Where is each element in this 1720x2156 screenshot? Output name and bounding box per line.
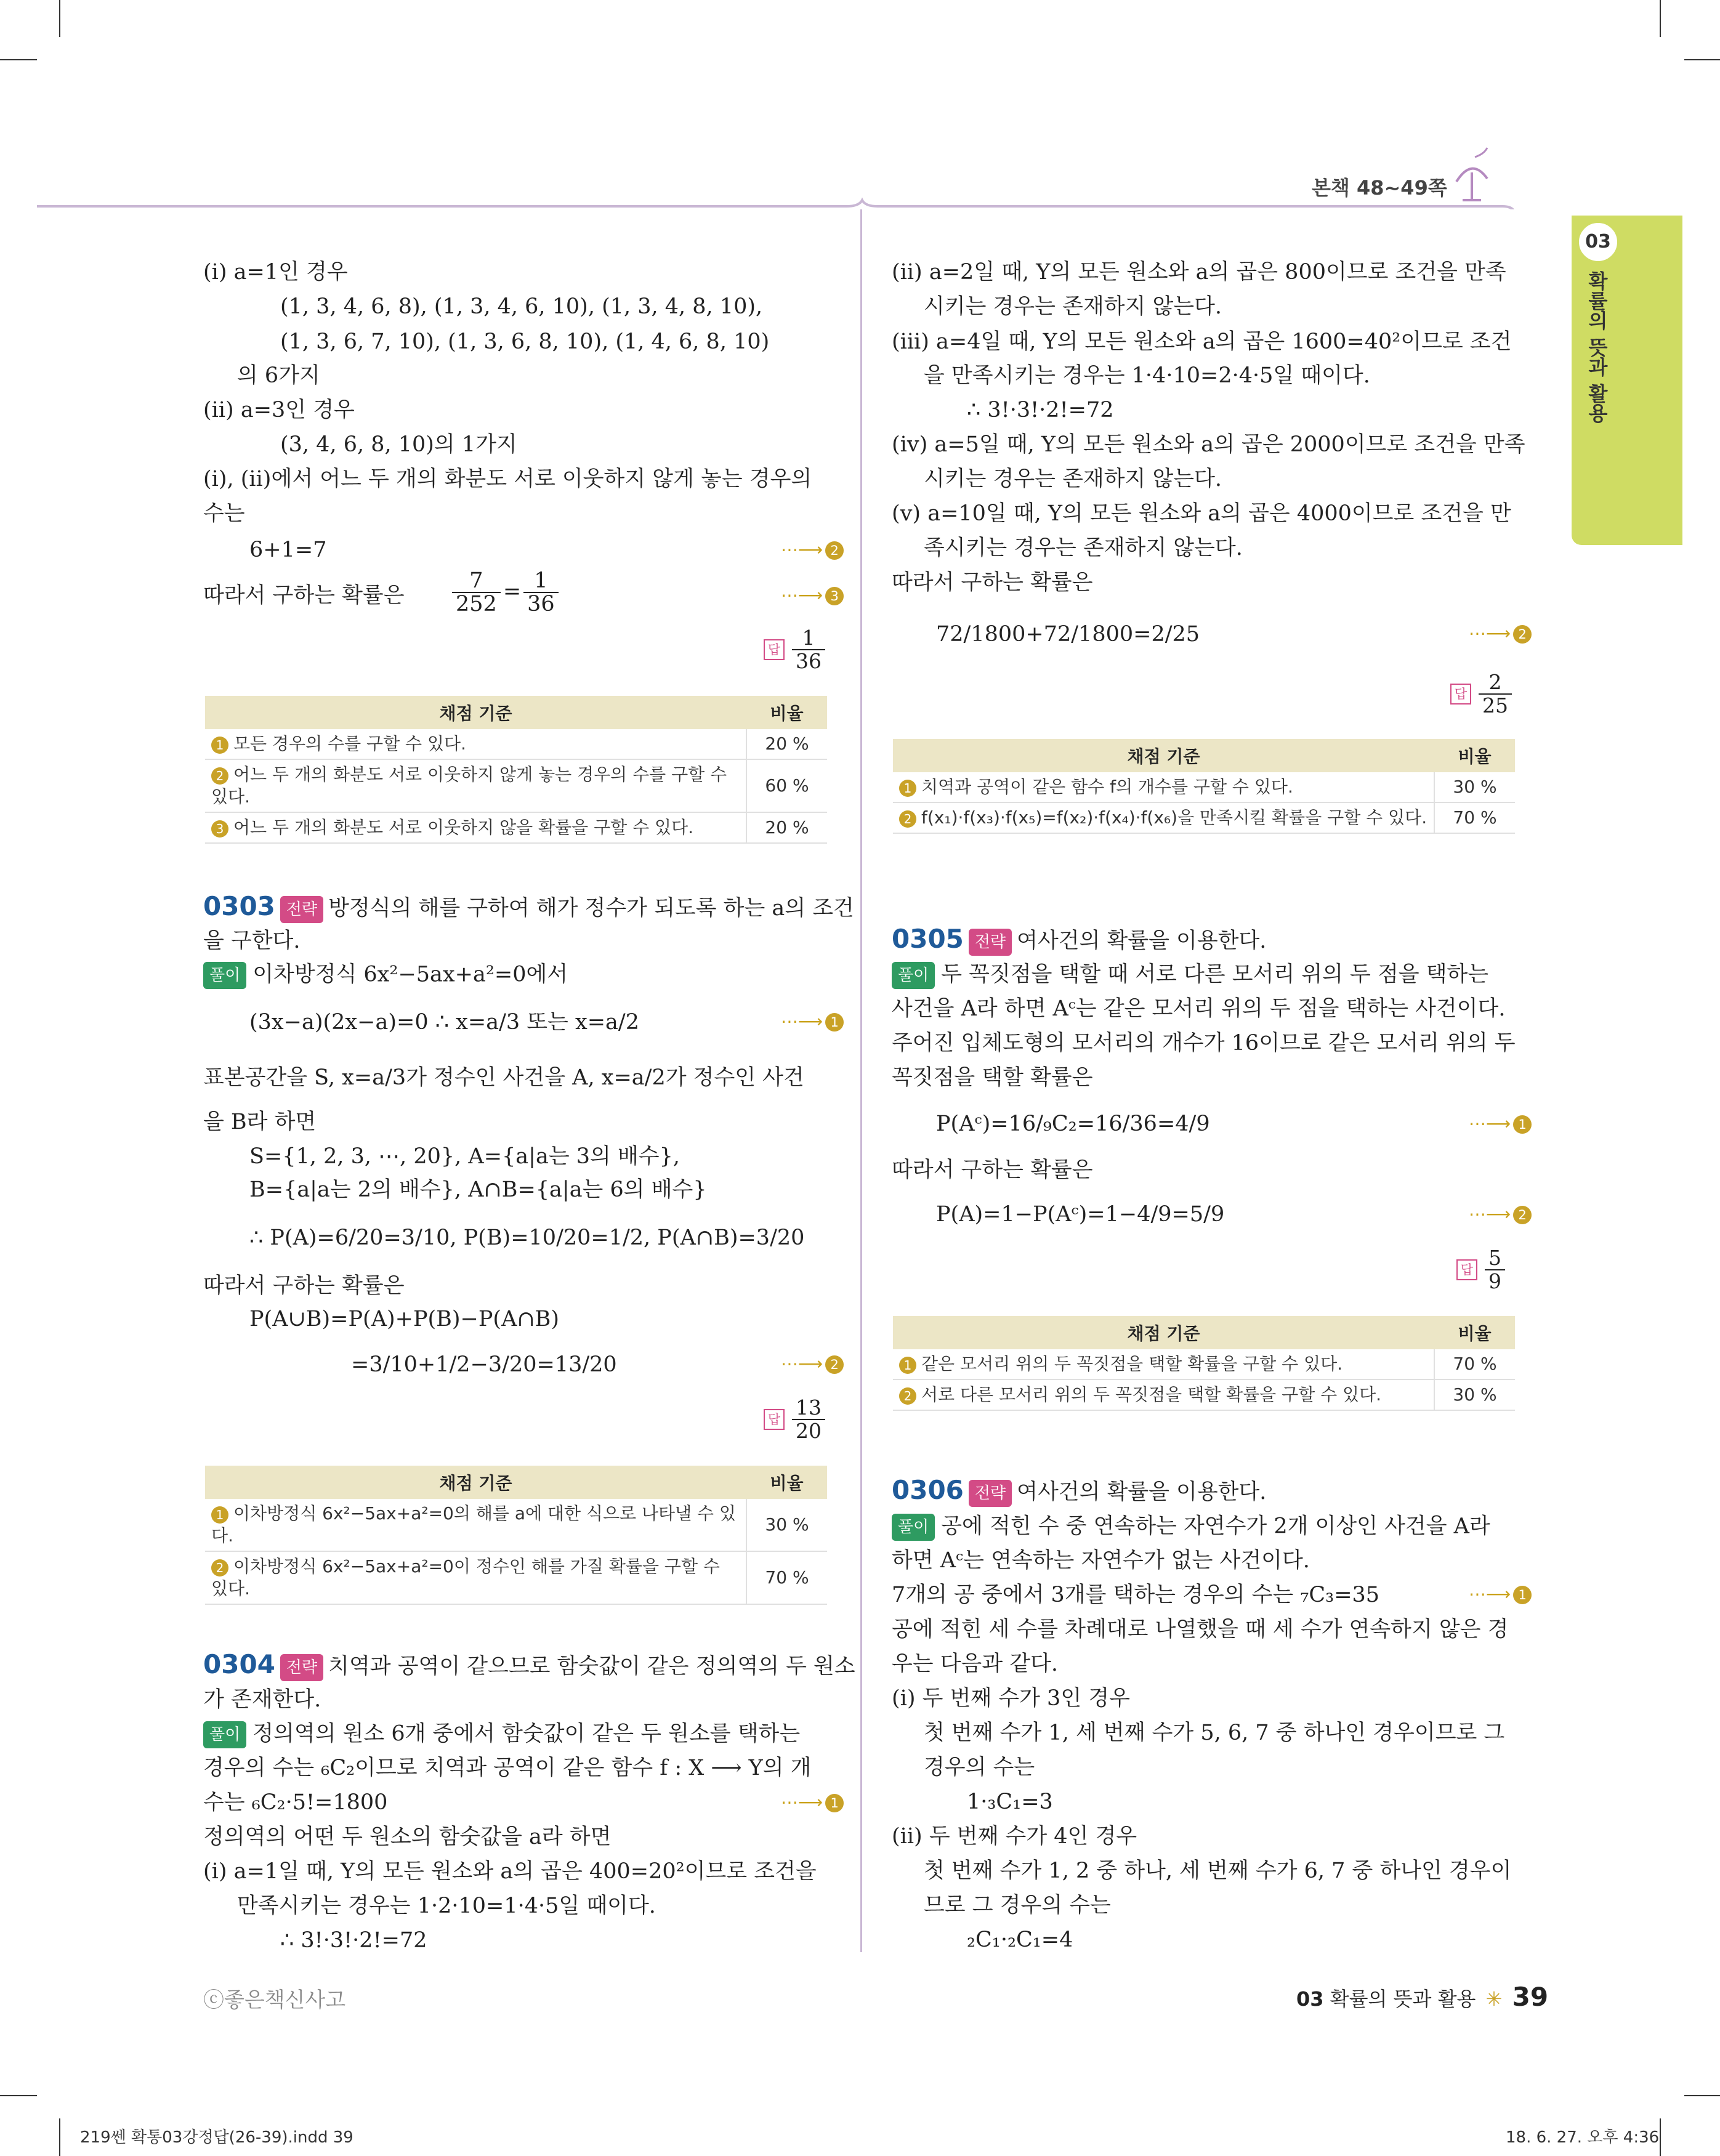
- text-line: 수는 ₆C₂·5!=1800: [203, 1790, 388, 1815]
- table-row: 1 치역과 공역이 같은 함수 f의 개수를 구할 수 있다. 30 %: [893, 772, 1515, 802]
- fraction-expression: $\frac{7}{252}$ = $\frac{1}{36}$: [450, 570, 561, 615]
- text-line: (1, 3, 4, 6, 8), (1, 3, 4, 6, 10), (1, 3, 4, 8, 10),: [280, 294, 763, 319]
- text-line: 가 존재한다.: [203, 1687, 321, 1712]
- crop-mark: [59, 2118, 60, 2156]
- text-line: (ⅰ) a=1인 경우: [203, 260, 348, 285]
- table-row: 3 어느 두 개의 화분도 서로 이웃하지 않을 확률을 구할 수 있다. 20 %: [205, 812, 827, 843]
- text-line: P(Aᶜ)=16/₉C₂=16/36=4/9: [936, 1112, 1210, 1136]
- answer: 답 $\frac{2}{25}$: [1450, 671, 1514, 717]
- text-line: (ⅱ) a=2일 때, Y의 모든 원소와 a의 곱은 800이므로 조건을 만족: [892, 260, 1506, 285]
- text-line: 풀이 정의역의 원소 6개 중에서 함숫값이 같은 두 원소를 택하는: [203, 1721, 800, 1748]
- step-marker: ⋯⟶ 1: [1469, 1113, 1532, 1134]
- print-date: 18. 6. 27. 오후 4:36: [1506, 2128, 1660, 2147]
- crop-mark: [1660, 2118, 1661, 2156]
- step-marker: ⋯⟶ 2: [781, 1354, 844, 1374]
- text-line: 을 만족시키는 경우는 1·4·10=2·4·5일 때이다.: [924, 363, 1370, 388]
- text-line: ₂C₁·₂C₁=4: [967, 1928, 1073, 1952]
- text-line: 주어진 입체도형의 모서리의 개수가 16이므로 같은 모서리 위의 두: [892, 1031, 1516, 1056]
- table-row: 2 어느 두 개의 화분도 서로 이웃하지 않게 놓는 경우의 수를 구할 수 있다. 60 %: [205, 759, 827, 812]
- text-line: 7개의 공 중에서 3개를 택하는 경우의 수는 ₇C₃=35: [892, 1583, 1380, 1607]
- scoring-table: 채점 기준 비율 1 치역과 공역이 같은 함수 f의 개수를 구할 수 있다. 30 % 2 f(x₁)·f(x₃)·f(x₅)=f(x₂)·f(x₄)·f(x₆)을 만족시킬 확률을 구할 수 있다. 70 %: [893, 739, 1515, 834]
- text-line: P(A∪B)=P(A)+P(B)−P(A∩B): [249, 1307, 560, 1331]
- text-line: 정의역의 어떤 두 원소의 함숫값을 a라 하면: [203, 1825, 612, 1849]
- problem-heading-0305: 0305 전략 여사건의 확률을 이용한다.: [892, 927, 1266, 956]
- answer: 답 $\frac{1}{36}$: [764, 627, 828, 672]
- page-frame-line: [0, 197, 1720, 209]
- text-line: 경우의 수는: [924, 1755, 1035, 1780]
- step-marker: ⋯⟶ 1: [781, 1011, 844, 1032]
- footer-chapter: 03 확률의 뜻과 활용 ✳ 39: [1296, 1982, 1549, 2012]
- text-line: P(A)=1−P(Aᶜ)=1−4/9=5/9: [936, 1202, 1225, 1227]
- text-line: 사건을 A라 하면 Aᶜ는 같은 모서리 위의 두 점을 택하는 사건이다.: [892, 996, 1506, 1021]
- text-line: 우는 다음과 같다.: [892, 1652, 1059, 1676]
- text-line: 므로 그 경우의 수는: [924, 1893, 1111, 1918]
- text-line: 풀이 이차방정식 6x²−5ax+a²=0에서: [203, 962, 568, 989]
- book-reference: 본책 48~49쪽: [1312, 176, 1447, 200]
- step-marker: ⋯⟶ 3: [781, 585, 844, 605]
- table-header: 비율: [746, 696, 827, 729]
- step-marker: ⋯⟶ 2: [1469, 1204, 1532, 1224]
- text-line: (ⅰ), (ⅱ)에서 어느 두 개의 화분도 서로 이웃하지 않게 놓는 경우의: [203, 467, 812, 491]
- table-header: 채점 기준: [205, 696, 746, 729]
- column-divider: [860, 209, 862, 1952]
- text-line: (3x−a)(2x−a)=0 ∴ x=a/3 또는 x=a/2: [249, 1010, 639, 1035]
- crop-mark: [1660, 0, 1661, 37]
- text-line: 공에 적힌 세 수를 차례대로 나열했을 때 세 수가 연속하지 않은 경: [892, 1617, 1509, 1642]
- text-line: 따라서 구하는 확률은: [892, 1158, 1093, 1182]
- crop-mark: [1684, 2095, 1720, 2096]
- text-line: (ⅴ) a=10일 때, Y의 모든 원소와 a의 곱은 4000이므로 조건을 만: [892, 501, 1511, 526]
- print-file-info: 219쎈 확통03강정답(26-39).indd 39: [80, 2128, 353, 2147]
- text-line: 의 6가지: [237, 363, 320, 388]
- text-line: ∴ P(A)=6/20=3/10, P(B)=10/20=1/2, P(A∩B)=3/20: [249, 1225, 805, 1250]
- text-line: 족시키는 경우는 존재하지 않는다.: [924, 536, 1243, 560]
- problem-heading-0306: 0306 전략 여사건의 확률을 이용한다.: [892, 1478, 1266, 1507]
- text-line: 경우의 수는 ₆C₂이므로 치역과 공역이 같은 함수 f : X ⟶ Y의 개: [203, 1756, 812, 1780]
- text-line: 첫 번째 수가 1, 세 번째 수가 5, 6, 7 중 하나인 경우이므로 그: [924, 1721, 1505, 1745]
- step-marker: ⋯⟶ 1: [1469, 1584, 1532, 1604]
- crop-mark: [59, 0, 60, 37]
- text-line: 1·₃C₁=3: [967, 1790, 1053, 1814]
- text-line: 따라서 구하는 확률은: [892, 570, 1093, 595]
- text-line: 하면 Aᶜ는 연속하는 자연수가 없는 사건이다.: [892, 1548, 1310, 1573]
- text-line: (1, 3, 6, 7, 10), (1, 3, 6, 8, 10), (1, 4, 6, 8, 10): [280, 329, 770, 354]
- copyright: ⓒ좋은책신사고: [203, 1988, 346, 2013]
- text-line: (3, 4, 6, 8, 10)의 1가지: [280, 432, 517, 457]
- text-line: (ⅰ) a=1일 때, Y의 모든 원소와 a의 곱은 400=20²이므로 조건을: [203, 1859, 817, 1884]
- text-line: (ⅳ) a=5일 때, Y의 모든 원소와 a의 곱은 2000이므로 조건을 만족: [892, 432, 1525, 457]
- scoring-table: 채점 기준 비율 1 같은 모서리 위의 두 꼭짓점을 택할 확률을 구할 수 있다. 70 % 2 서로 다른 모서리 위의 두 꼭짓점을 택할 확률을 구할 수 있다. 30 %: [893, 1316, 1515, 1411]
- text-line: (ⅱ) 두 번째 수가 4인 경우: [892, 1824, 1137, 1849]
- table-row: 1 같은 모서리 위의 두 꼭짓점을 택할 확률을 구할 수 있다. 70 %: [893, 1349, 1515, 1379]
- problem-heading-0304: 0304 전략 치역과 공역이 같으므로 함숫값이 같은 정의역의 두 원소: [203, 1652, 855, 1681]
- step-marker: ⋯⟶ 2: [1469, 623, 1532, 644]
- text-line: 시키는 경우는 존재하지 않는다.: [924, 294, 1222, 319]
- text-line: (ⅰ) 두 번째 수가 3인 경우: [892, 1686, 1130, 1711]
- text-line: S={1, 2, 3, ⋯, 20}, A={a|a는 3의 배수},: [249, 1144, 680, 1169]
- chapter-tab-number: 03: [1577, 220, 1620, 264]
- text-line: =3/10+1/2−3/20=13/20: [351, 1352, 617, 1377]
- text-line: 꼭짓점을 택할 확률은: [892, 1065, 1093, 1090]
- scoring-table: [205, 696, 827, 844]
- answer: 답 $\frac{13}{20}$: [764, 1397, 828, 1442]
- text-line: 72/1800+72/1800=2/25: [936, 622, 1200, 647]
- text-line: 표본공간을 S, x=a/3가 정수인 사건을 A, x=a/2가 정수인 사건: [203, 1065, 804, 1090]
- text-line: ∴ 3!·3!·2!=72: [280, 1928, 427, 1953]
- text-line: 6+1=7: [249, 538, 327, 562]
- crop-mark: [1684, 59, 1720, 60]
- scoring-table: 채점 기준 비율 1 이차방정식 6x²−5ax+a²=0의 해를 a에 대한 식으로 나타낼 수 있다. 30 % 2 이차방정식 6x²−5ax+a²=0이 정수인 해를 가질 확률을 구할 수 있다. 70 %: [205, 1466, 827, 1605]
- table-row: 1 모든 경우의 수를 구할 수 있다. 20 %: [205, 729, 827, 759]
- text-line: 첫 번째 수가 1, 2 중 하나, 세 번째 수가 6, 7 중 하나인 경우이: [924, 1859, 1512, 1883]
- text-line: 을 구한다.: [203, 929, 301, 953]
- crop-mark: [0, 59, 37, 60]
- table-row: 2 서로 다른 모서리 위의 두 꼭짓점을 택할 확률을 구할 수 있다. 30 %: [893, 1379, 1515, 1410]
- text-line: 풀이 두 꼭짓점을 택할 때 서로 다른 모서리 위의 두 점을 택하는: [892, 962, 1488, 989]
- problem-heading-0303: 0303 전략 방정식의 해를 구하여 해가 정수가 되도록 하는 a의 조건: [203, 894, 854, 923]
- table-row: 1 이차방정식 6x²−5ax+a²=0의 해를 a에 대한 식으로 나타낼 수 있다. 30 %: [205, 1499, 827, 1551]
- table-row: 2 이차방정식 6x²−5ax+a²=0이 정수인 해를 가질 확률을 구할 수 있다. 70 %: [205, 1551, 827, 1604]
- text-line: B={a|a는 2의 배수}, A∩B={a|a는 6의 배수}: [249, 1177, 707, 1202]
- text-line: 수는: [203, 501, 245, 526]
- step-marker: ⋯⟶ 2: [781, 539, 844, 560]
- text-line: 따라서 구하는 확률은: [203, 583, 405, 608]
- text-line: 따라서 구하는 확률은: [203, 1274, 405, 1298]
- text-line: (ⅱ) a=3인 경우: [203, 398, 355, 422]
- text-line: ∴ 3!·3!·2!=72: [967, 398, 1114, 422]
- text-line: 시키는 경우는 존재하지 않는다.: [924, 467, 1222, 491]
- satellite-icon: [1450, 145, 1493, 203]
- crop-mark: [0, 2095, 37, 2096]
- step-marker: ⋯⟶ 1: [781, 1792, 844, 1812]
- answer: 답 $\frac{5}{9}$: [1456, 1247, 1508, 1293]
- text-line: 을 B라 하면: [203, 1110, 317, 1134]
- text-line: 만족시키는 경우는 1·2·10=1·4·5일 때이다.: [237, 1894, 656, 1918]
- table-row: 2 f(x₁)·f(x₃)·f(x₅)=f(x₂)·f(x₄)·f(x₆)을 만족시킬 확률을 구할 수 있다. 70 %: [893, 802, 1515, 833]
- text-line: 풀이 공에 적힌 수 중 연속하는 자연수가 2개 이상인 사건을 A라: [892, 1514, 1490, 1541]
- chapter-tab-title: 확률의 뜻과 활용: [1585, 271, 1609, 423]
- text-line: (ⅲ) a=4일 때, Y의 모든 원소와 a의 곱은 1600=40²이므로 조건: [892, 329, 1512, 354]
